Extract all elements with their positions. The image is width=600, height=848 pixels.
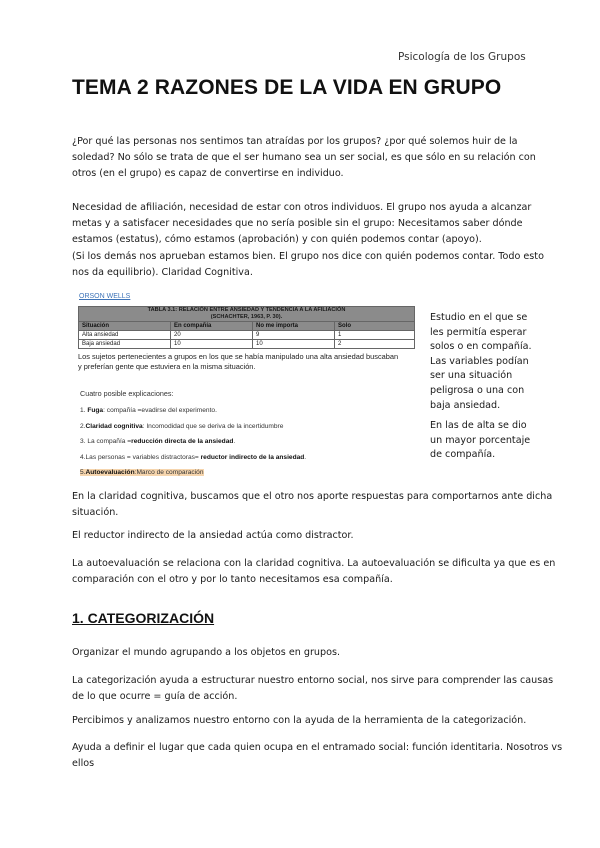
selfeval-paragraph xyxy=(72,556,556,588)
text-line: un mayor porcentaje xyxy=(430,434,531,446)
section-paragraph xyxy=(72,673,554,705)
text-line: y preferían gente que estuviera en la misma situación. xyxy=(78,362,256,371)
text-line: de compañía. xyxy=(430,449,496,461)
item-term: Fuga xyxy=(87,407,104,414)
text-line: Los sujetos pertenecientes a grupos en los que se había manipulado una alta ansiedad buscaban xyxy=(78,352,399,361)
page-title: TEMA 2 RAZONES DE LA VIDA EN GRUPO xyxy=(72,76,502,99)
clarity-paragraph xyxy=(72,489,553,521)
section-paragraph xyxy=(72,740,563,772)
table-cell: 2 xyxy=(335,340,415,349)
running-header: Psicología de los Grupos xyxy=(398,51,526,63)
section-title: 1. CATEGORIZACIÓN xyxy=(72,610,215,626)
table-cell: 10 xyxy=(253,340,335,349)
text-line: de lo que ocurre = guía de acción. xyxy=(72,691,238,703)
table-header-cell: Situación xyxy=(79,322,171,331)
item-text: Las personas = variables distractoras= xyxy=(85,453,201,461)
table-header-cell: No me importa xyxy=(253,322,335,331)
highlighted-item xyxy=(80,469,204,476)
item-text: . xyxy=(233,438,236,445)
table-cell: 20 xyxy=(171,331,253,340)
text-line: comparación con el otro y por lo tanto necesitamos esa compañía. xyxy=(72,574,393,586)
text-line: metas y a satisfacer necesidades que no sería posible sin el grupo: Necesitamos saber dónde xyxy=(72,218,523,230)
text-line: baja ansiedad. xyxy=(430,399,501,411)
item-number: 1. xyxy=(80,407,88,414)
item-text: . xyxy=(304,453,307,461)
side-note-result xyxy=(430,419,530,463)
text-line: ellos xyxy=(72,758,95,770)
item-text: : compañía =evadirse del experimento. xyxy=(103,407,217,414)
text-line: Necesidad de afiliación, necesidad de estar con otros individuos. El grupo nos ayuda a alcanzar xyxy=(72,202,532,213)
reductor-paragraph xyxy=(72,528,526,544)
list-item xyxy=(80,450,306,466)
text-line: Percibimos y analizamos nuestro entorno con la ayuda de la herramienta de la categorización. xyxy=(72,715,527,726)
list-item xyxy=(80,465,306,481)
text-line: situación. xyxy=(72,507,119,519)
intro-paragraph xyxy=(72,134,536,183)
item-text: :Marco de comparación xyxy=(134,469,204,476)
text-line: Estudio en el que se xyxy=(430,312,528,323)
text-line: ser una situación xyxy=(430,370,513,382)
text-line: solos o en compañía. xyxy=(430,341,532,353)
table-row xyxy=(79,340,415,349)
text-line: otros (en el grupo) es capaz de convertirse en individuo. xyxy=(72,168,344,180)
item-term: Autoevaluación xyxy=(85,469,135,476)
text-line: La categorización ayuda a estructurar nuestro entorno social, nos sirve para comprender las causas xyxy=(72,675,554,686)
table-header-cell: En compañía xyxy=(171,322,253,331)
item-text: : Incomodidad que se deriva de la incertidumbre xyxy=(142,422,284,430)
text-line: En la claridad cognitiva, buscamos que el otro nos aporte respuestas para comportarnos ante dicha xyxy=(72,491,553,502)
text-line: les permitía esperar xyxy=(430,326,527,338)
table-caption-line: TABLA 3.1: RELACIÓN ENTRE ANSIEDAD Y TENDENCIA A LA AFILIACIÓN xyxy=(147,307,346,313)
table-cell: 9 xyxy=(253,331,335,340)
table-caption-line: (SCHACHTER, 1963, P. 30). xyxy=(210,314,283,320)
table-cell: Alta ansiedad xyxy=(79,331,171,340)
item-term: reductor indirecto de la ansiedad xyxy=(200,453,305,461)
section-paragraph xyxy=(72,713,526,729)
text-line: nos da equilibrio). Claridad Cognitiva. xyxy=(72,266,253,278)
list-item xyxy=(80,434,306,450)
table-row xyxy=(79,331,415,340)
item-number: 5. xyxy=(80,469,86,476)
list-item xyxy=(80,419,306,435)
text-line: Ayuda a definir el lugar que cada quien ocupa en el entramado social: función identitaria. Nosotros vs xyxy=(72,742,563,753)
table-caption-row xyxy=(79,307,415,322)
section-paragraph xyxy=(72,645,526,661)
text-line: (Si los demás nos aprueban estamos bien. El grupo nos dice con quién podemos contar. Todo esto xyxy=(72,250,544,262)
affiliation-paragraph xyxy=(72,200,544,281)
text-line: La autoevaluación se relaciona con la claridad cognitiva. La autoevaluación se dificulta ya que es en xyxy=(72,558,556,569)
list-item xyxy=(80,403,306,419)
table-header-cell: Solo xyxy=(335,322,415,331)
explanations-list xyxy=(80,403,306,481)
text-line: soledad? No sólo se trata de que el ser humano sea un ser social, es que sólo en su relación con xyxy=(72,152,536,164)
text-line: peligrosa o una con xyxy=(430,384,525,396)
figure-link[interactable]: ORSON WELLS xyxy=(79,293,131,300)
text-line: estamos (estatus), cómo estamos (aprobación) y con quién podemos contar (apoyo). xyxy=(72,234,482,246)
item-text: La compañía = xyxy=(87,438,132,445)
item-number: 3. xyxy=(80,438,88,445)
schachter-table xyxy=(78,306,415,349)
text-line: Las variables podían xyxy=(430,355,529,367)
table-cell: 1 xyxy=(335,331,415,340)
side-note-study xyxy=(430,311,530,413)
item-number: 2. xyxy=(80,422,86,430)
text-line: ¿Por qué las personas nos sentimos tan atraídas por los grupos? ¿por qué solemos huir de la xyxy=(72,136,518,147)
item-term: Claridad cognitiva xyxy=(85,422,143,430)
table-cell: 10 xyxy=(171,340,253,349)
text-line: En las de alta se dio xyxy=(430,420,527,431)
table-cell: Baja ansiedad xyxy=(79,340,171,349)
figure-note xyxy=(78,352,418,372)
text-line: Organizar el mundo agrupando a los objetos en grupos. xyxy=(72,647,341,658)
table-caption xyxy=(79,307,415,322)
item-number: 4. xyxy=(80,453,86,461)
item-term: reducción directa de la ansiedad xyxy=(131,438,234,445)
table-header-row xyxy=(79,322,415,331)
text-line: El reductor indirecto de la ansiedad actúa como distractor. xyxy=(72,530,354,541)
explanations-title: Cuatro posible explicaciones: xyxy=(80,389,174,398)
